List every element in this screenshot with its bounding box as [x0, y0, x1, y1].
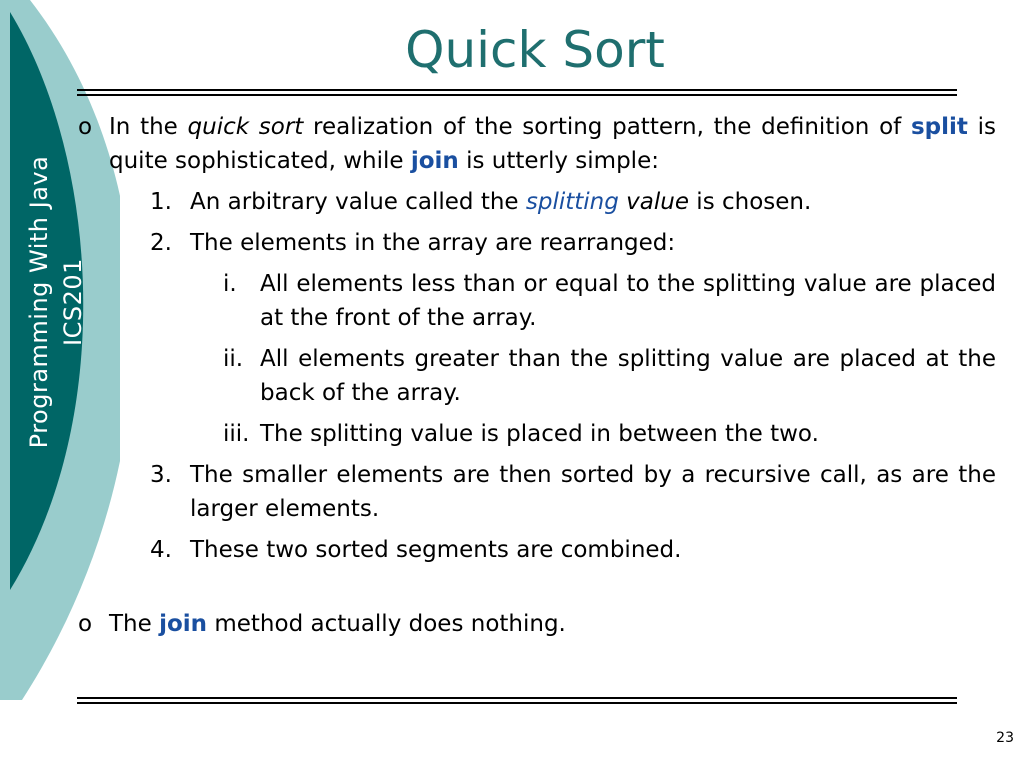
substep-number: i.: [223, 271, 237, 297]
step-text: is chosen.: [689, 189, 812, 215]
substep-i: [78, 267, 996, 335]
closing-bullet: [78, 607, 996, 641]
step-number: 4.: [150, 537, 172, 563]
substep-text: All elements less than or equal to the splitting value are placed at the front of the array.: [260, 271, 996, 331]
value-term: value: [626, 189, 689, 215]
top-divider: [77, 89, 957, 96]
intro-text: In the: [109, 114, 188, 140]
intro-text: realization of the sorting pattern, the definition of: [303, 114, 911, 140]
step-2: [78, 226, 996, 260]
step-text: The smaller elements are then sorted by a recursive call, as are the larger elements.: [190, 462, 996, 522]
slide-title: Quick Sort: [405, 21, 665, 79]
closing-text: The: [109, 611, 160, 637]
bullet-marker: o: [78, 114, 93, 140]
step-text: These two sorted segments are combined.: [190, 537, 682, 563]
closing-text: method actually does nothing.: [207, 611, 566, 637]
intro-text: is utterly simple:: [458, 148, 659, 174]
bottom-divider: [77, 697, 957, 704]
step-3: [78, 458, 996, 526]
substep-text: The splitting value is placed in between the two.: [260, 421, 819, 447]
step-number: 2.: [150, 230, 172, 256]
sidebar-course-name: Programming With Java: [25, 155, 53, 449]
join-keyword: join: [159, 611, 208, 637]
join-keyword: join: [410, 148, 459, 174]
bullet-marker: o: [78, 611, 93, 637]
intro-text: is quite sophisticated, while: [109, 114, 996, 174]
substep-number: iii.: [223, 421, 250, 447]
substep-text: All elements greater than the splitting value are placed at the back of the array.: [260, 346, 996, 406]
intro-bullet: [78, 110, 996, 178]
step-number: 3.: [150, 462, 172, 488]
page-number: 23: [996, 730, 1014, 746]
splitting-term: splitting: [525, 189, 619, 215]
split-keyword: split: [910, 114, 968, 140]
substep-number: ii.: [223, 346, 244, 372]
substep-iii: [78, 417, 996, 451]
step-text: An arbitrary value called the: [190, 189, 526, 215]
step-4: [78, 533, 996, 567]
sidebar-course-code: ICS201: [59, 258, 87, 346]
step-number: 1.: [150, 189, 172, 215]
substep-ii: [78, 342, 996, 410]
slide-body: [78, 110, 996, 641]
step-text: The elements in the array are rearranged:: [190, 230, 676, 256]
step-1: [78, 185, 996, 219]
quick-sort-term: quick sort: [187, 114, 304, 140]
